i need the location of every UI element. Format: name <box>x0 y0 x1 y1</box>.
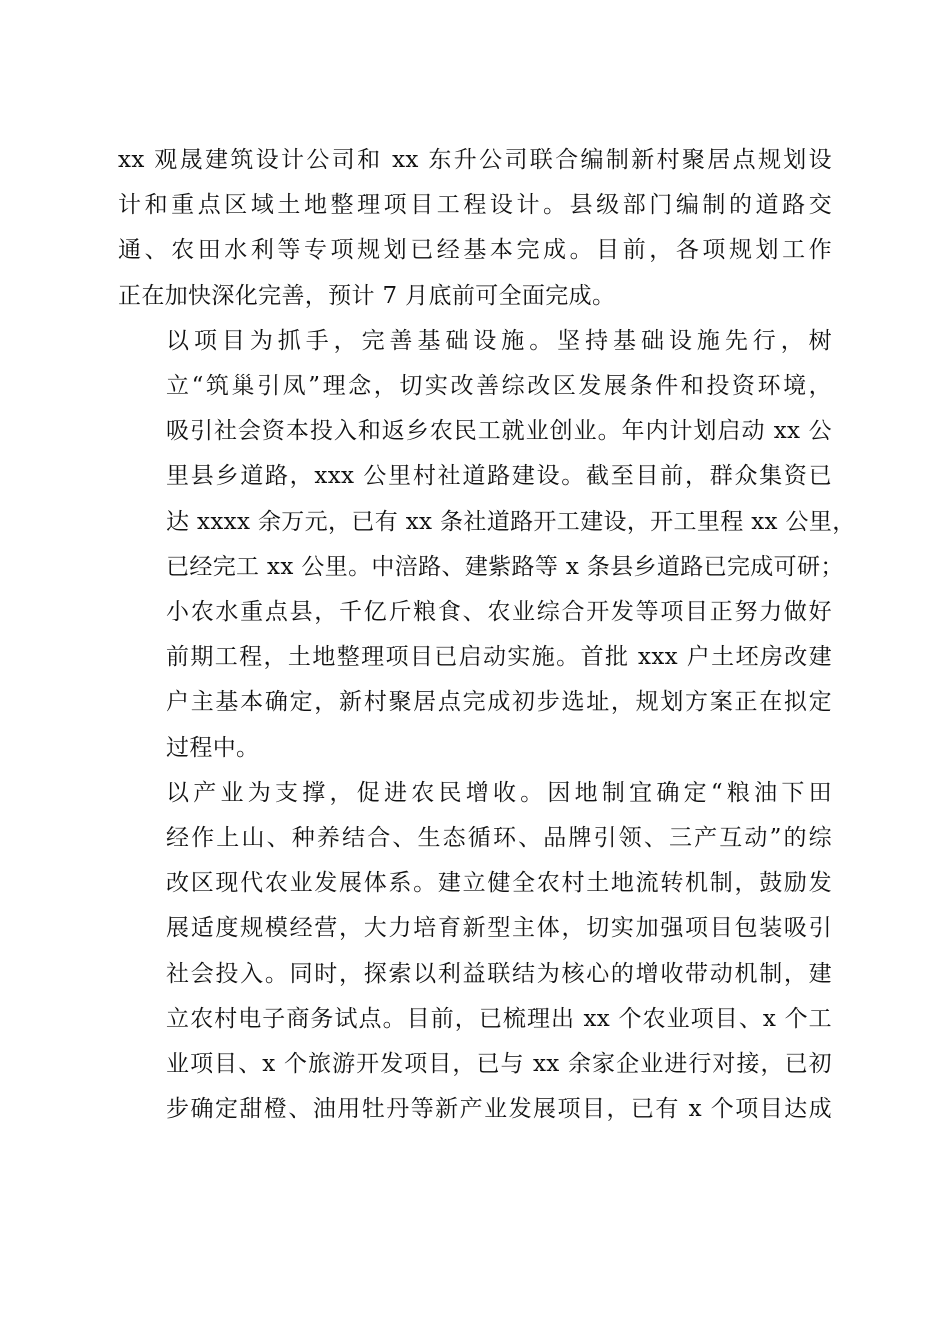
body-text <box>118 138 856 1132</box>
text-line: 计和重点区域土地整理项目工程设计。县级部门编制的道路交 <box>118 192 832 219</box>
text-line: 小农水重点县，千亿斤粮食、农业综合开发等项目正努力做好 <box>166 599 832 626</box>
text-line: 以项目为抓手，完善基础设施。坚持基础设施先行，树 <box>166 327 832 354</box>
text-line: 过程中。 <box>166 734 260 761</box>
text-line: 以产业为支撑，促进农民增收。因地制宜确定“粮油下田 <box>166 779 832 806</box>
paragraph-infrastructure <box>118 319 856 771</box>
text-line: 社会投入。同时，探索以利益联结为核心的增收带动机制，建 <box>166 960 832 987</box>
text-line: xx 观晟建筑设计公司和 xx 东升公司联合编制新村聚居点规划设 <box>118 147 832 173</box>
paragraph-industry <box>118 771 832 1133</box>
text-line: 经作上山、种养结合、生态循环、品牌引领、三产互动”的综 <box>166 825 832 852</box>
text-line: 改区现代农业发展体系。建立健全农村土地流转机制，鼓励发 <box>166 870 832 897</box>
text-line: 里县乡道路，xxx 公里村社道路建设。截至目前，群众集资已 <box>166 463 832 490</box>
text-line: 展适度规模经营，大力培育新型主体，切实加强项目包装吸引 <box>166 915 832 942</box>
paragraph-planning <box>118 138 832 319</box>
text-line: 达 xxxx 余万元，已有 xx 条社道路开工建设，开工里程 xx 公里， <box>166 508 856 535</box>
text-line: 立农村电子商务试点。目前，已梳理出 xx 个农业项目、x 个工 <box>166 1005 832 1032</box>
text-line: 业项目、x 个旅游开发项目，已与 xx 余家企业进行对接，已初 <box>166 1051 832 1078</box>
text-line: 户主基本确定，新村聚居点完成初步选址，规划方案正在拟定 <box>166 689 832 716</box>
text-line: 正在加快深化完善，预计 7 月底前可全面完成。 <box>118 282 616 309</box>
text-line: 通、农田水利等专项规划已经基本完成。目前，各项规划工作 <box>118 237 832 264</box>
text-line: 立“筑巢引凤”理念，切实改善综改区发展条件和投资环境， <box>166 373 832 400</box>
text-line: 吸引社会资本投入和返乡农民工就业创业。年内计划启动 xx 公 <box>166 418 832 445</box>
text-line: 前期工程，土地整理项目已启动实施。首批 xxx 户土坯房改建 <box>166 644 832 671</box>
text-line: 已经完工 xx 公里。中涪路、建紫路等 x 条县乡道路已完成可研； <box>166 553 844 580</box>
text-line: 步确定甜橙、油用牡丹等新产业发展项目，已有 x 个项目达成 <box>166 1096 832 1123</box>
